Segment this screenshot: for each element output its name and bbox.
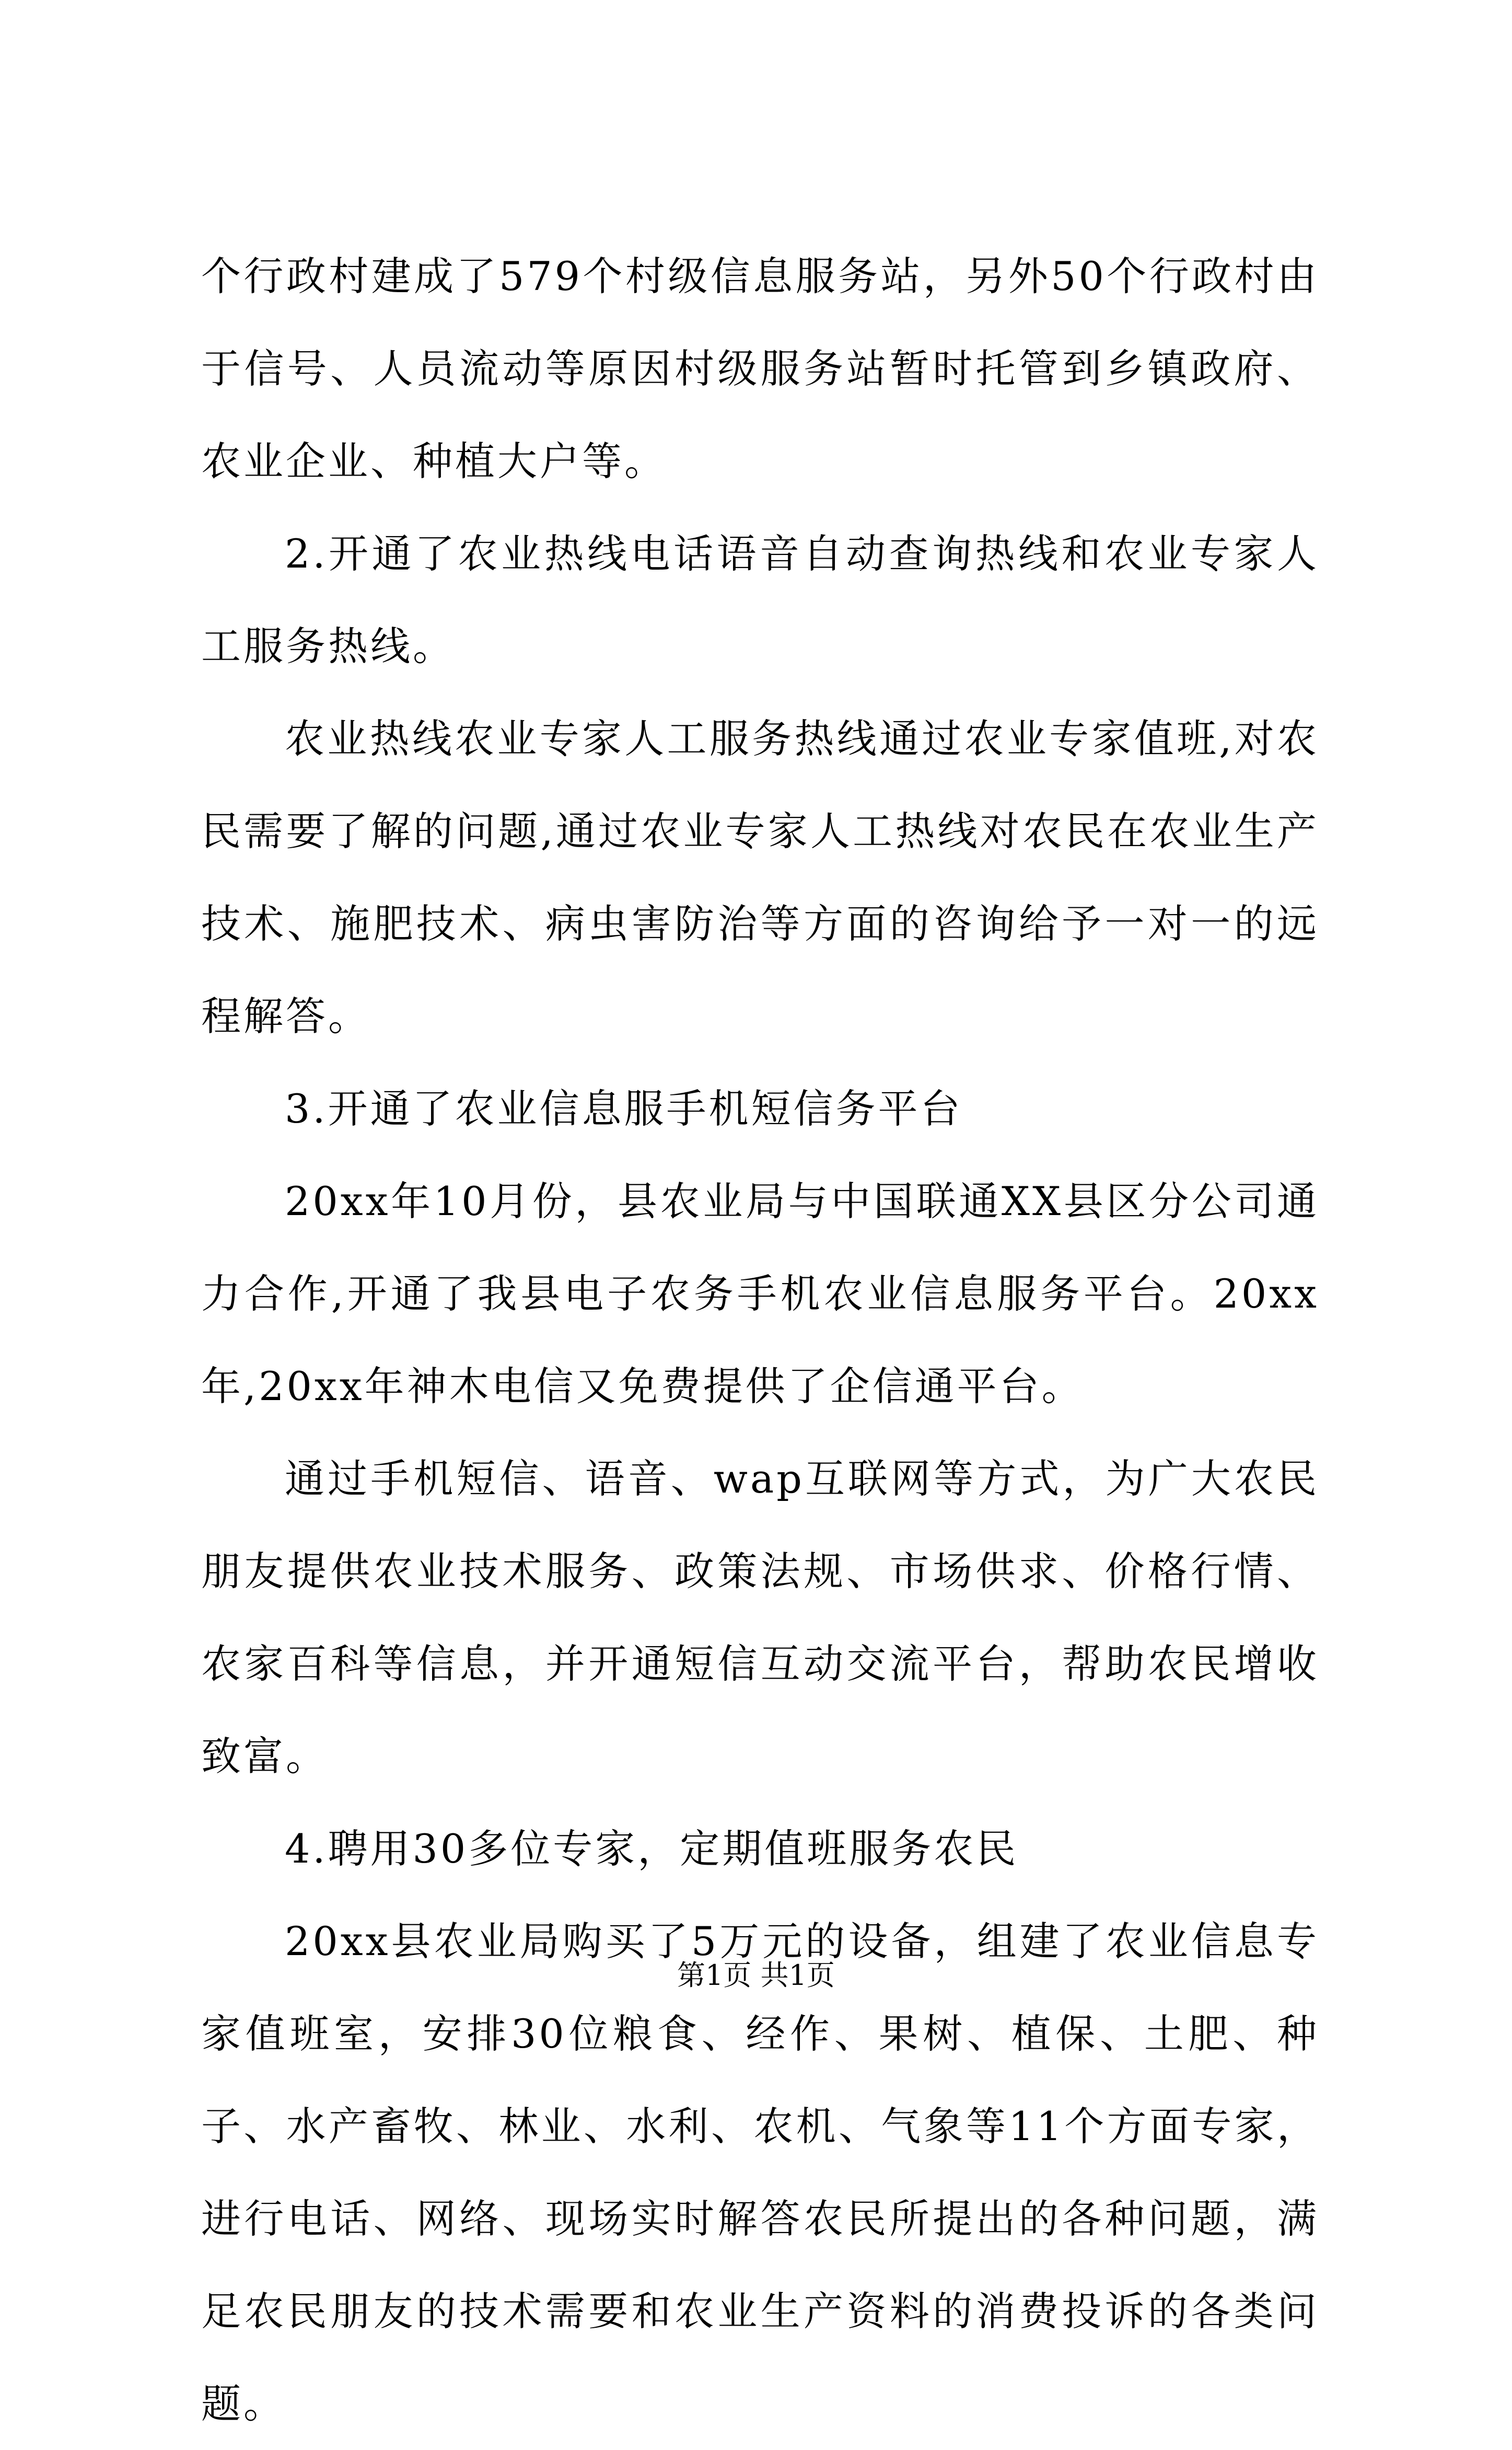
paragraph: 20xx县农业局购买了5万元的设备，组建了农业信息专家值班室，安排30位粮食、经作、果树、植保、土肥、种子、水产畜牧、林业、水利、农机、气象等11个方面专家，进行电话、网络、现场实时解答农民所提出的各种问题，满足农民朋友的技术需要和农业生产资料的消费投诉的各类问题。 [201, 1918, 1319, 2427]
page-footer [0, 1955, 1512, 1996]
paragraph: 2.开通了农业热线电话语音自动查询热线和农业专家人工服务热线。 [201, 530, 1319, 669]
paragraph: 个行政村建成了579个村级信息服务站，另外50个行政村由于信号、人员流动等原因村级服务站暂时托管到乡镇政府、农业企业、种植大户等。 [201, 253, 1319, 484]
paragraph: 3.开通了农业信息服手机短信务平台 [285, 1085, 963, 1132]
paragraph: 农业热线农业专家人工服务热线通过农业专家值班,对农民需要了解的问题,通过农业专家人工热线对农民在农业生产技术、施肥技术、病虫害防治等方面的咨询给予一对一的远程解答。 [201, 715, 1319, 1039]
page-number: 第1页 共1页 [677, 1959, 835, 1992]
paragraph: 通过手机短信、语音、wap互联网等方式，为广大农民朋友提供农业技术服务、政策法规、市场供求、价格行情、农家百科等信息，并开通短信互动交流平台，帮助农民增收致富。 [201, 1455, 1319, 1779]
paragraph: 4.聘用30多位专家，定期值班服务农民 [285, 1825, 1019, 1872]
document-body [201, 230, 1319, 2450]
paragraph: 20xx年10月份，县农业局与中国联通XX县区分公司通力合作,开通了我县电子农务手机农业信息服务平台。20xx年,20xx年神木电信又免费提供了企信通平台。 [201, 1178, 1319, 1409]
